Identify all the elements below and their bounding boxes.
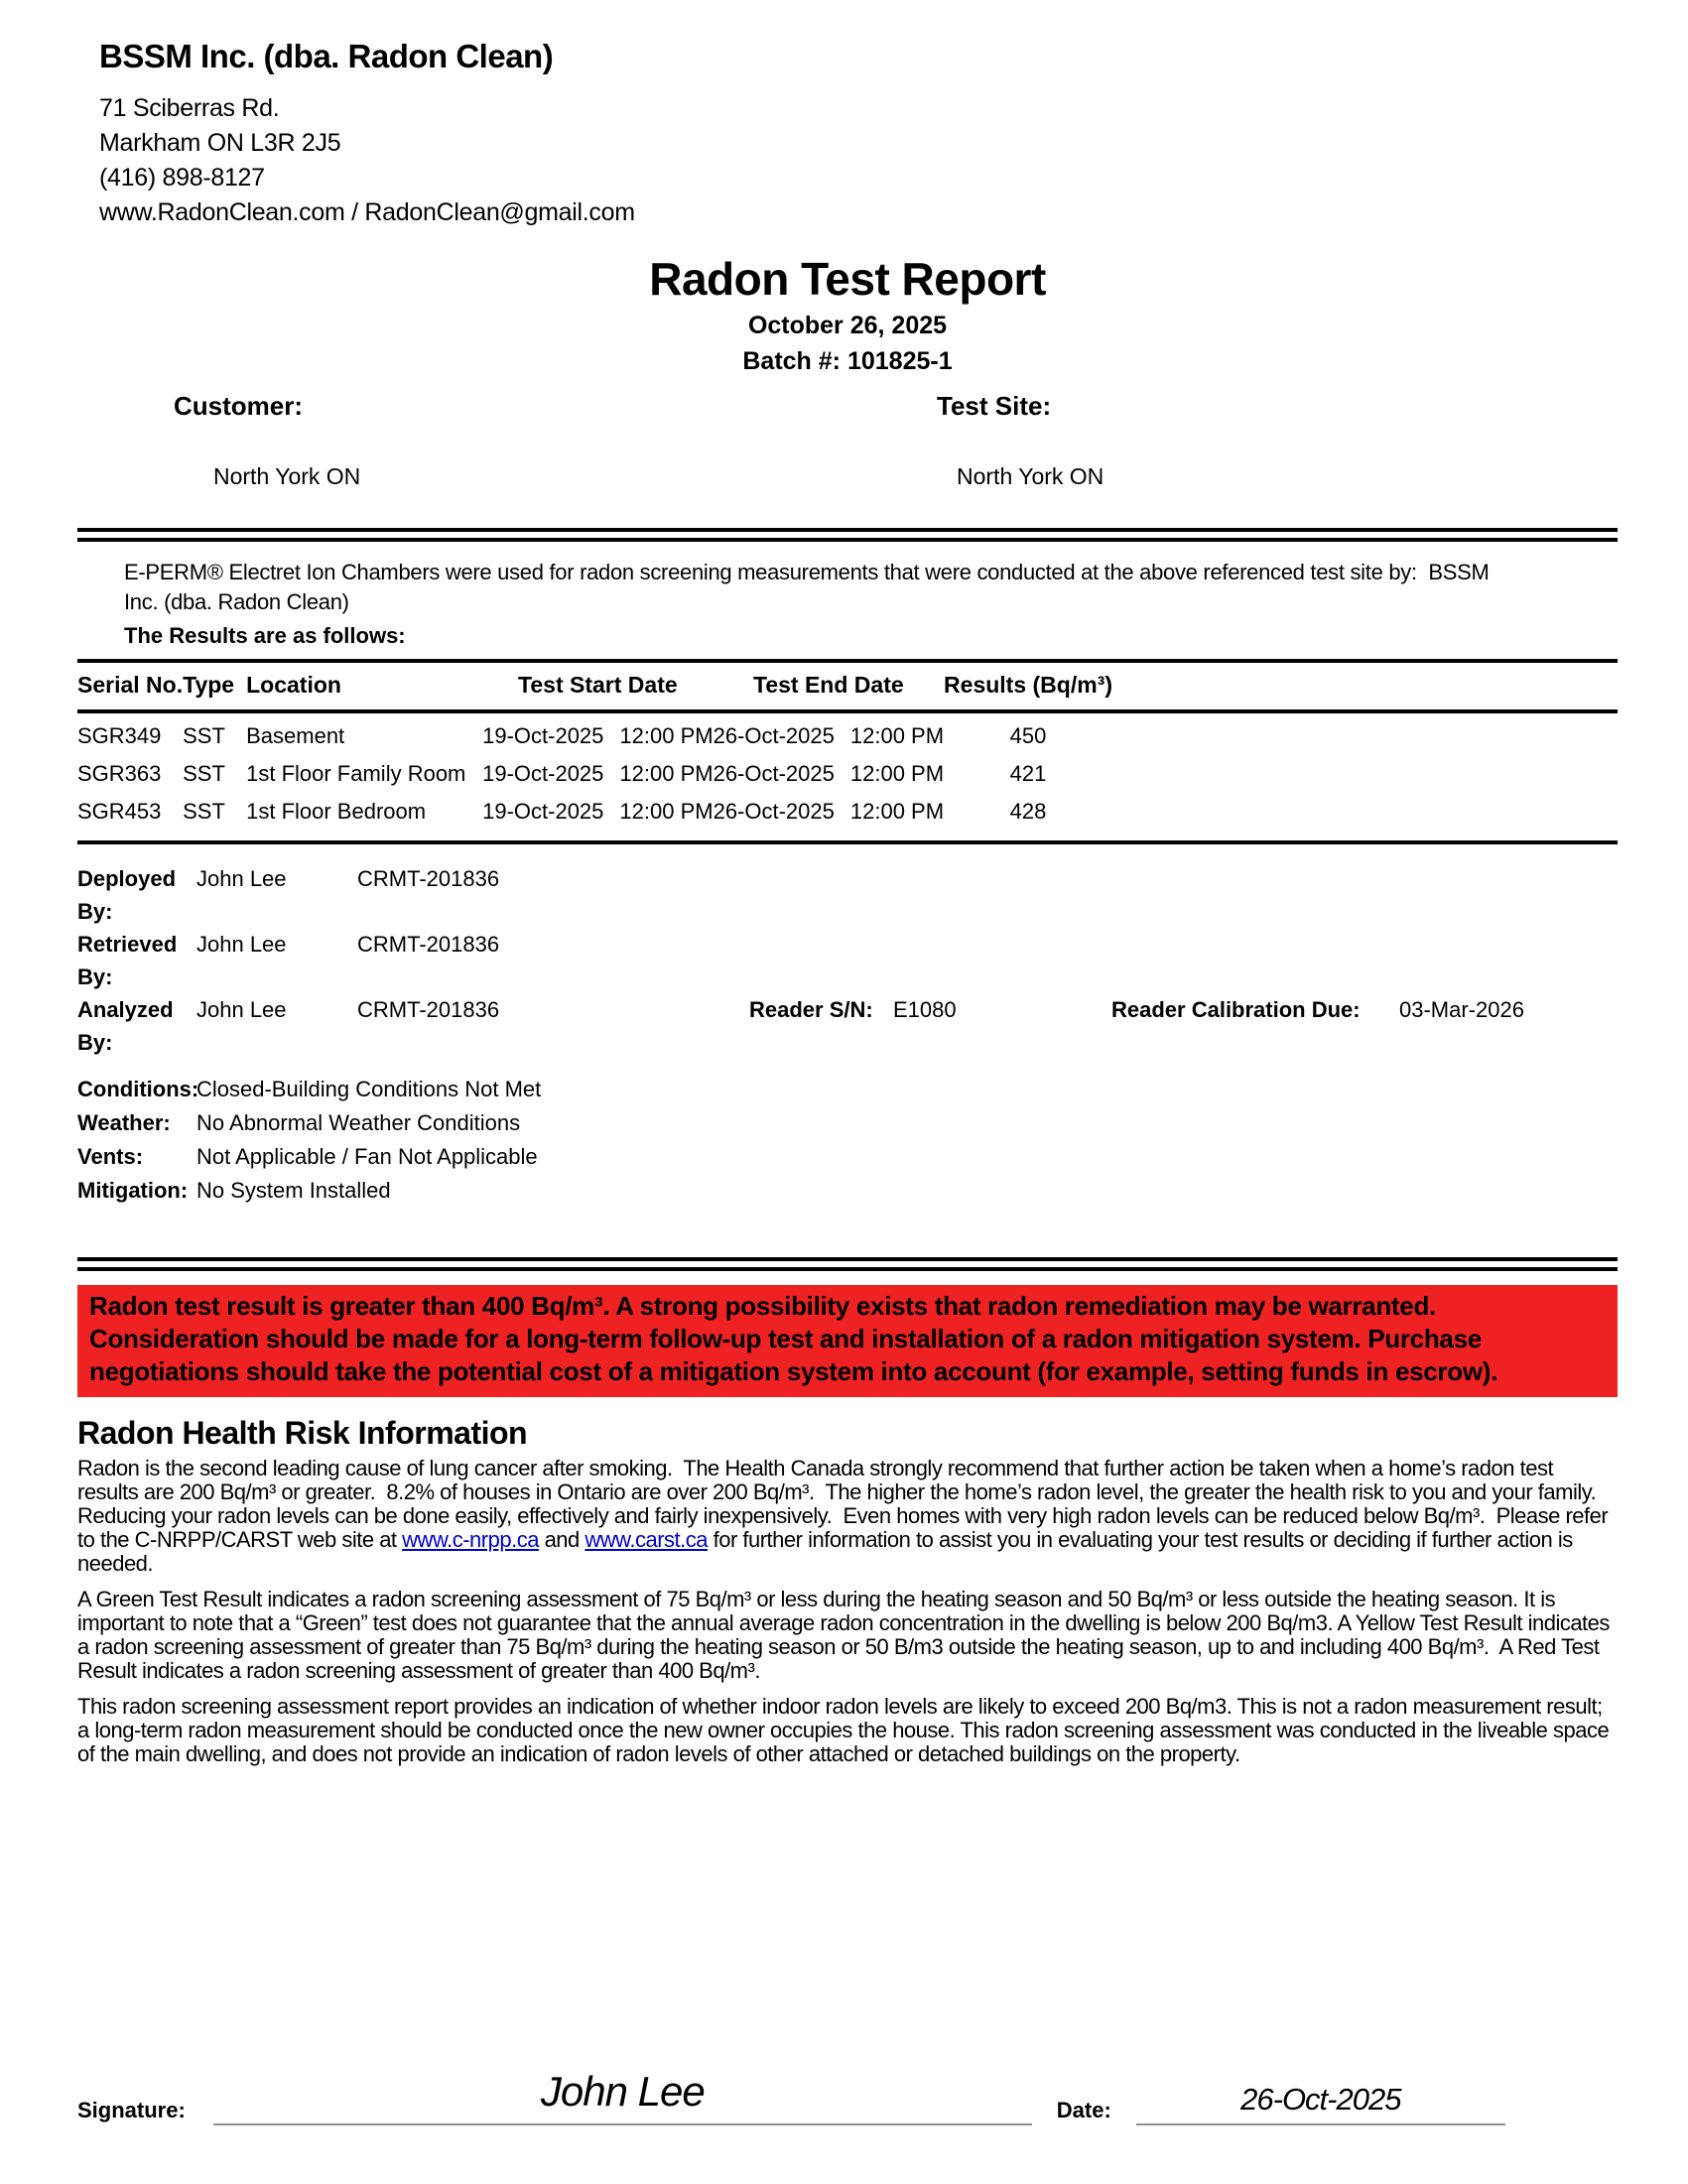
divider-double-top: [77, 528, 1618, 542]
retrieved-by-name: John Lee: [196, 932, 287, 957]
test-site-value: North York ON: [957, 463, 1104, 489]
health-paragraph-1-text: Radon is the second leading cause of lung cancer after smoking. The Health Canada strongly recommend that further action be taken when a home’s radon test results are 200 Bq/m³ or greater. 8.2% of houses in Ontario are over 200 Bq/m³. The higher the home’s radon level, the greater the health risk to you and your family. Reducing your radon levels can be done easily, effectively and fairly inexpensively. Even homes with very high radon levels can be reduced below Bq/m³. Please refer to the C-NRPP/CARST web site at: [77, 1456, 1614, 1552]
deployed-by-row: [77, 862, 1618, 928]
analyzed-by-row: [77, 993, 1618, 1059]
personnel-section: [77, 862, 1618, 1059]
weather-label: Weather:: [77, 1110, 171, 1135]
report-date: October 26, 2025: [747, 312, 948, 339]
parties-section: [77, 391, 1618, 490]
address-line-2: Markham ON L3R 2J5: [99, 129, 341, 157]
warning-banner: [77, 1285, 1618, 1397]
site-conditions-section: [77, 1073, 1618, 1208]
retrieved-by-row: [77, 928, 1618, 993]
cell-location: 1st Floor Family Room: [246, 761, 466, 786]
health-paragraph-1-end: for further information to assist you in evaluating your test results or deciding if further action is needed.: [77, 1527, 1579, 1576]
website-email: www.RadonClean.com / RadonClean@gmail.com: [99, 198, 635, 226]
col-header-type: Type: [183, 661, 246, 711]
analyzed-by-name: John Lee: [196, 997, 287, 1022]
health-paragraph-2: A Green Test Result indicates a radon screening assessment of 75 Bq/m³ or less during the heating season and 50 Bq/m³ or less outside the heating season. It is important to note that a “Green” test does not guarantee that the annual average radon concentration in the dwelling is below 200 Bq/m3. A Yellow Test Result indicates a radon screening assessment of greater than 75 Bq/m³ during the heating season or 50 B/m3 outside the heating season, up to and including 400 Bq/m³. A Red Test Result indicates a radon screening assessment of greater than 400 Bq/m³.: [77, 1587, 1616, 1683]
mitigation-value: No System Installed: [196, 1178, 391, 1203]
date-handwriting: 26-Oct-2025: [1240, 2082, 1401, 2117]
deployed-by-name: John Lee: [196, 866, 287, 891]
customer-block: [77, 391, 847, 490]
cell-start-date: 19-Oct-2025: [482, 799, 604, 824]
cell-start-date: 19-Oct-2025: [482, 761, 604, 786]
cell-result: 428: [1009, 799, 1047, 824]
customer-value: North York ON: [213, 463, 361, 489]
letterhead: [99, 38, 1618, 230]
cell-start-date: 19-Oct-2025: [482, 723, 604, 748]
cell-start-time: 12:00 PM: [619, 799, 714, 824]
col-header-end: Test End Date: [714, 661, 944, 711]
divider-double-warning: [77, 1257, 1618, 1271]
analyzed-by-label: Analyzed By:: [77, 997, 174, 1055]
cell-start: [482, 793, 713, 842]
cell-end-time: 12:00 PM: [849, 761, 945, 786]
cell-start: [482, 755, 713, 793]
signature-label: Signature:: [77, 2098, 186, 2122]
cell-start-time: 12:00 PM: [619, 723, 714, 748]
signature-handwriting: John Lee: [540, 2068, 705, 2115]
title-block: [77, 252, 1618, 377]
carst-link[interactable]: www.carst.ca: [584, 1527, 708, 1552]
calibration-date: 03-Mar-2026: [1399, 997, 1524, 1022]
cell-result: 450: [1009, 723, 1047, 748]
health-paragraph-3: This radon screening assessment report provides an indication of whether indoor radon levels are likely to exceed 200 Bq/m3. This is not a radon measurement result; a long-term radon measurement should be conducted once the new owner occupies the house. This radon screening assessment was conducted in the liveable space of the main dwelling, and does not provide an indication of radon levels of other attached or detached buildings on the property.: [77, 1694, 1615, 1766]
conditions-row: [77, 1073, 1618, 1106]
cell-end-time: 12:00 PM: [849, 799, 945, 824]
cell-location: Basement: [246, 723, 345, 748]
conditions-value: Closed-Building Conditions Not Met: [196, 1077, 542, 1101]
cell-result: 421: [1009, 761, 1047, 786]
calibration-label: Reader Calibration Due:: [1111, 997, 1361, 1022]
test-site-label: Test Site:: [937, 391, 1052, 421]
date-line: [1136, 2066, 1505, 2125]
cell-start-time: 12:00 PM: [619, 761, 714, 786]
date-label: Date:: [1056, 2098, 1111, 2122]
signature-line: [213, 2066, 1032, 2125]
signature-section: [77, 2066, 1614, 2125]
cell-type: SST: [183, 723, 225, 748]
address-line-1: 71 Sciberras Rd.: [99, 94, 280, 122]
cell-end-time: 12:00 PM: [849, 723, 945, 748]
vents-label: Vents:: [77, 1144, 144, 1169]
health-paragraph-1: [77, 1457, 1618, 1576]
cell-start: [482, 711, 713, 755]
col-header-results: Results (Bq/m³): [944, 661, 1112, 711]
test-site-block: [847, 391, 1618, 490]
cell-type: SST: [183, 799, 225, 824]
results-table: [77, 659, 1618, 844]
cell-end-date: 26-Oct-2025: [713, 799, 835, 824]
mitigation-row: [77, 1174, 1618, 1208]
customer-label: Customer:: [174, 391, 304, 421]
weather-value: No Abnormal Weather Conditions: [196, 1110, 521, 1135]
cell-end: [714, 755, 944, 793]
cell-end: [714, 711, 944, 755]
results-follow-label: The Results are as follows:: [124, 623, 406, 648]
reader-sn-value: E1080: [893, 997, 957, 1022]
table-row: [77, 793, 1618, 842]
results-intro: [77, 558, 1618, 649]
reader-sn-label: Reader S/N:: [749, 997, 873, 1022]
retrieved-by-id: CRMT-201836: [357, 932, 500, 957]
col-header-location: Location: [246, 661, 482, 711]
health-paragraph-1-mid: and: [538, 1527, 585, 1552]
mitigation-label: Mitigation:: [77, 1178, 189, 1203]
cell-end-date: 26-Oct-2025: [713, 761, 835, 786]
col-header-serial: Serial No.: [77, 661, 183, 711]
cell-serial: SGR349: [77, 723, 162, 748]
conditions-label: Conditions:: [77, 1077, 199, 1101]
c-nrpp-link[interactable]: www.c-nrpp.ca: [402, 1527, 539, 1552]
cell-type: SST: [183, 761, 225, 786]
company-name: BSSM Inc. (dba. Radon Clean): [99, 38, 554, 74]
report-title: Radon Test Report: [649, 253, 1046, 305]
weather-row: [77, 1106, 1618, 1140]
analyzed-by-id: CRMT-201836: [357, 997, 500, 1022]
results-table-header-row: [77, 661, 1618, 711]
table-row: [77, 755, 1618, 793]
deployed-by-id: CRMT-201836: [357, 866, 500, 891]
cell-serial: SGR453: [77, 799, 162, 824]
batch-number: Batch #: 101825-1: [742, 347, 953, 375]
health-risk-section: [77, 1415, 1618, 1766]
phone-number: (416) 898-8127: [99, 164, 265, 192]
cell-location: 1st Floor Bedroom: [246, 799, 427, 824]
warning-text: Radon test result is greater than 400 Bq/m³. A strong possibility exists that radon remediation may be warranted. Consideration should be made for a long-term follow-up test and installation of a radon mitigation system. Purchase negotiations should take the potential cost of a mitigation system into account (for example, setting funds in escrow).: [89, 1291, 1498, 1386]
deployed-by-label: Deployed By:: [77, 866, 177, 924]
vents-value: Not Applicable / Fan Not Applicable: [196, 1144, 538, 1169]
method-description: E-PERM® Electret Ion Chambers were used for radon screening measurements that were conducted at the above referenced test site by: BSSM Inc. (dba. Radon Clean): [124, 560, 1495, 614]
table-row: [77, 711, 1618, 755]
vents-row: [77, 1140, 1618, 1174]
health-risk-heading: Radon Health Risk Information: [77, 1415, 528, 1451]
col-header-start: Test Start Date: [482, 661, 713, 711]
retrieved-by-label: Retrieved By:: [77, 932, 178, 989]
cell-end: [714, 793, 944, 842]
cell-serial: SGR363: [77, 761, 162, 786]
cell-end-date: 26-Oct-2025: [713, 723, 835, 748]
